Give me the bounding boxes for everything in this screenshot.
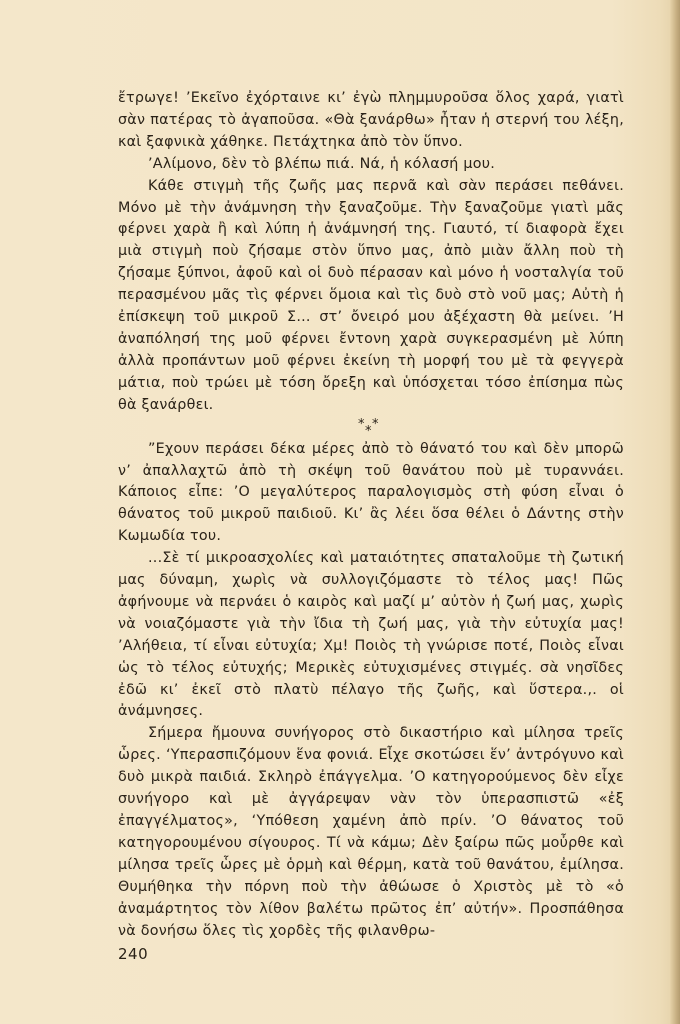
separator-star: * bbox=[358, 416, 365, 432]
separator-star: * bbox=[365, 423, 372, 439]
paragraph: Σήμερα ἤμουνα συνήγορος στὸ δικαστήριο καὶ μίλησα τρεῖς ὧρες. ‘Υπερασπιζόμουν ἕνα φονιά. Εἶχε σκοτώσει ἕν’ ἀντρόγυνο καὶ δυὸ μικρὰ παιδιά. Σκληρὸ ἐπάγγελμα. ’Ο κατηγορούμενος δὲν εἶχε συνήγορο καὶ μὲ ἀγγάρεψαν νὰν τὸν ὑπερασπιστῶ «ἐξ ἐπαγγέλματος», ‘Υπόθεση χαμένη ἀπὸ πρίν. ’Ο θάνατος τοῦ κατηγορουμένου σίγουρος. Τί νὰ κάμω; Δὲν ξαίρω πῶς μοὖρθε καὶ μίλησα τρεῖς ὧρες μὲ ὁρμὴ καὶ θέρμη, κατὰ τοῦ θανάτου, ἐμίλησα. Θυμήθηκα τὴν πόρνη ποὺ τὴν ἀθώωσε ὁ Χριστὸς μὲ τὸ «ὁ ἀναμάρτητος τὸν λίθον βαλέτω πρῶτος ἐπ’ αὐτήν». Προσπάθησα νὰ δονήσω ὅλες τὶς χορδὲς τῆς φιλανθρω- bbox=[118, 725, 624, 939]
paragraph: ...Σὲ τί μικροασχολίες καὶ ματαιότητες σπαταλοῦμε τὴ ζωτική μας δύναμη, χωρὶς νὰ συλλογιζόμαστε τὸ τέλος μας! Πῶς ἀφήνουμε νὰ περνάει ὁ καιρὸς καὶ μαζί μ’ αὐτὸν ἡ ζωή μας, χωρὶς νὰ νοιαζόμαστε γιὰ τὴν ἴδια τὴ ζωή μας, γιὰ τὴν εὐτυχία μας! ’Αλήθεια, τί εἶναι εὐτυχία; Χμ! Ποιὸς τὴ γνώρισε ποτέ, Ποιὸς εἶναι ὡς τὸ τέλος εὐτυχής; Μερικὲς εὐτυχισμένες στιγμές. σὰ νησῖδες ἐδῶ κι’ ἐκεῖ στὸ πλατὺ πέλαγο τῆς ζωῆς, καὶ ὕστερα.,. οἱ ἀνάμνησες. bbox=[118, 550, 624, 720]
paragraph: Κάθε στιγμὴ τῆς ζωῆς μας περνᾶ καὶ σὰν περάσει πεθάνει. Μόνο μὲ τὴν ἀνάμνηση τὴν ξαναζοῦμε. Τὴν ξαναζοῦμε γιατὶ μᾶς φέρνει χαρὰ ἢ καὶ λύπη ἡ ἀνάμνησή της. Γιαυτό, τί διαφορὰ ἔχει μιὰ στιγμὴ ποὺ ζήσαμε στὸν ὕπνο μας, ἀπὸ μιὰν ἄλλη ποὺ τὴ ζήσαμε ξύπνοι, ἀφοῦ καὶ οἱ δυὸ πέρασαν καὶ μόνο ἡ νοσταλγία τοῦ περασμένου μᾶς τὶς φέρνει ὅμοια καὶ τὶς δυὸ στὸ νοῦ μας; Αὐτὴ ἡ ἐπίσκεψη τοῦ μικροῦ Σ... στ’ ὄνειρό μου ἀξέχαστη θὰ μείνει. ’Η ἀναπόλησή της μοῦ φέρνει ἔντονη χαρὰ συγκερασμένη μὲ λύπη ἀλλὰ προπάντων μοῦ φέρνει ἐκείνη τὴ μορφή του μὲ τὰ φεγγερὰ μάτια, ποὺ τρώει μὲ τόση ὄρεξη καὶ ὑπόσχεται τόσο ἐπίσημα πὼς θὰ ξανάρθει. bbox=[118, 177, 624, 413]
page-gutter-shadow bbox=[670, 0, 680, 1024]
paragraph: ἔτρωγε! ’Εκεῖνο ἐχόρταινε κι’ ἐγὼ πλημμυροῦσα ὅλος χαρά, γιατὶ σὰν πατέρας τὸ ἀγαποῦσα. «Θὰ ξανάρθω» ἦταν ἡ στερνή του λέξη, καὶ ξαφνικὰ χάθηκε. Πετάχτηκα ἀπὸ τὸν ὕπνο. bbox=[118, 90, 624, 150]
paragraph: ’Αλίμονο, δὲν τὸ βλέπω πιά. Νά, ἡ κόλασή μου. bbox=[148, 155, 496, 172]
separator-star: * bbox=[372, 416, 379, 432]
paragraph: ”Εχουν περάσει δέκα μέρες ἀπὸ τὸ θάνατό του καὶ δὲν μπορῶ ν’ ἀπαλλαχτῶ ἀπὸ τὴ σκέψη τοῦ θανάτου ποὺ μὲ τυραννάει. Κάποιος εἶπε: ’Ο μεγαλύτερος παραλογισμὸς στὴ φύση εἶναι ὁ θάνατος τοῦ μικροῦ παιδιοῦ. Κι’ ἂς λέει ὅσα θέλει ὁ Δάντης στὴν Κωμωδία του. bbox=[118, 440, 624, 545]
section-separator bbox=[118, 417, 624, 439]
page-number: 240 bbox=[118, 945, 149, 963]
page-body bbox=[118, 88, 624, 942]
